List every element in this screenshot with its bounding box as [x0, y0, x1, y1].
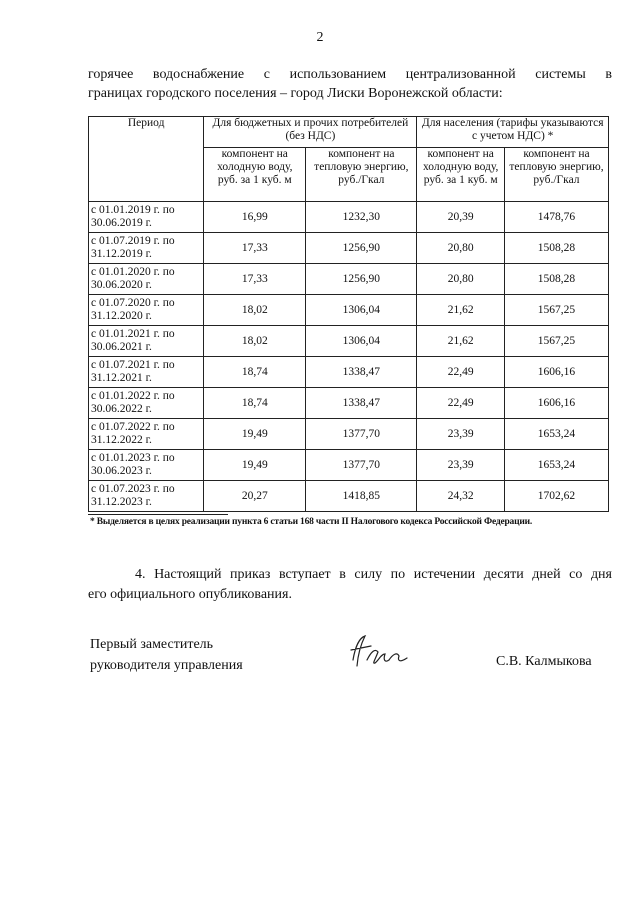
budget-cold-water-value: 19,49	[204, 450, 306, 481]
period-cell	[89, 326, 204, 357]
budget-thermal-value: 1232,30	[306, 202, 417, 233]
population-thermal-value: 1702,62	[504, 481, 608, 512]
population-thermal-value: 1478,76	[504, 202, 608, 233]
period-end: 30.06.2021 г.	[91, 341, 152, 353]
tariff-table-body	[89, 202, 609, 512]
budget-cold-water-value: 20,27	[204, 481, 306, 512]
budget-cold-water-value: 18,02	[204, 295, 306, 326]
period-start: с 01.07.2021 г. по	[91, 359, 175, 371]
period-end: 31.12.2023 г.	[91, 496, 152, 508]
period-cell	[89, 202, 204, 233]
page-number: 2	[316, 30, 324, 45]
budget-thermal-value: 1418,85	[306, 481, 417, 512]
period-start: с 01.07.2019 г. по	[91, 235, 175, 247]
table-row	[89, 233, 609, 264]
table-row	[89, 326, 609, 357]
period-cell	[89, 481, 204, 512]
table-row	[89, 264, 609, 295]
intro-paragraph	[88, 65, 612, 103]
tariff-table	[88, 116, 609, 512]
period-end: 30.06.2022 г.	[91, 403, 152, 415]
header-budget-cold-water: компонент на холодную воду, руб. за 1 куб. м	[204, 148, 306, 202]
footnote-divider	[88, 514, 228, 515]
population-cold-water-value: 20,39	[417, 202, 505, 233]
population-thermal-value: 1606,16	[504, 388, 608, 419]
population-cold-water-value: 22,49	[417, 357, 505, 388]
period-start: с 01.07.2022 г. по	[91, 421, 175, 433]
table-row	[89, 357, 609, 388]
population-cold-water-value: 22,49	[417, 388, 505, 419]
intro-line-2: границах городского поселения – город Лиски Воронежской области:	[88, 86, 503, 101]
budget-thermal-value: 1377,70	[306, 419, 417, 450]
population-thermal-value: 1653,24	[504, 419, 608, 450]
period-cell	[89, 295, 204, 326]
clause-line-1: 4. Настоящий приказ вступает в силу по истечении десяти дней со дня	[135, 567, 612, 582]
population-cold-water-value: 20,80	[417, 233, 505, 264]
period-cell	[89, 388, 204, 419]
budget-thermal-value: 1338,47	[306, 357, 417, 388]
population-cold-water-value: 20,80	[417, 264, 505, 295]
signer-name: С.В. Калмыкова	[496, 654, 592, 669]
budget-thermal-value: 1256,90	[306, 233, 417, 264]
population-thermal-value: 1567,25	[504, 326, 608, 357]
budget-thermal-value: 1377,70	[306, 450, 417, 481]
period-cell	[89, 264, 204, 295]
table-row	[89, 295, 609, 326]
period-start: с 01.01.2023 г. по	[91, 452, 175, 464]
budget-thermal-value: 1306,04	[306, 295, 417, 326]
budget-thermal-value: 1338,47	[306, 388, 417, 419]
intro-line-1: горячее водоснабжение с использованием централизованной системы в	[88, 67, 612, 82]
population-cold-water-value: 21,62	[417, 326, 505, 357]
header-budget-group: Для бюджетных и прочих потребителей (без НДС)	[204, 117, 417, 148]
period-end: 31.12.2019 г.	[91, 248, 152, 260]
clause-line-2: его официального опубликования.	[88, 587, 292, 602]
budget-cold-water-value: 18,74	[204, 357, 306, 388]
signer-title	[90, 634, 243, 676]
budget-thermal-value: 1306,04	[306, 326, 417, 357]
budget-cold-water-value: 17,33	[204, 233, 306, 264]
table-row	[89, 481, 609, 512]
budget-cold-water-value: 17,33	[204, 264, 306, 295]
budget-cold-water-value: 18,02	[204, 326, 306, 357]
period-end: 30.06.2020 г.	[91, 279, 152, 291]
population-cold-water-value: 23,39	[417, 450, 505, 481]
population-thermal-value: 1567,25	[504, 295, 608, 326]
handwritten-signature	[345, 630, 415, 675]
header-population-thermal: компонент на тепловую энергию, руб./Гкал	[504, 148, 608, 202]
population-cold-water-value: 21,62	[417, 295, 505, 326]
period-end: 30.06.2019 г.	[91, 217, 152, 229]
header-population-group: Для населения (тарифы указываются с учетом НДС) *	[417, 117, 609, 148]
footnote: * Выделяется в целях реализации пункта 6 статьи 168 части II Налогового кодекса Российской Федерации.	[90, 517, 533, 527]
period-end: 31.12.2020 г.	[91, 310, 152, 322]
period-end: 31.12.2021 г.	[91, 372, 152, 384]
period-start: с 01.07.2023 г. по	[91, 483, 175, 495]
table-row	[89, 388, 609, 419]
period-cell	[89, 419, 204, 450]
signer-title-line-2: руководителя управления	[90, 658, 243, 673]
table-row	[89, 419, 609, 450]
population-thermal-value: 1508,28	[504, 264, 608, 295]
table-row	[89, 202, 609, 233]
budget-cold-water-value: 18,74	[204, 388, 306, 419]
header-budget-thermal: компонент на тепловую энергию, руб./Гкал	[306, 148, 417, 202]
header-period: Период	[89, 117, 204, 202]
period-start: с 01.01.2019 г. по	[91, 204, 175, 216]
budget-cold-water-value: 19,49	[204, 419, 306, 450]
period-start: с 01.01.2022 г. по	[91, 390, 175, 402]
table-row	[89, 450, 609, 481]
period-cell	[89, 357, 204, 388]
header-population-cold-water: компонент на холодную воду, руб. за 1 куб. м	[417, 148, 505, 202]
population-cold-water-value: 24,32	[417, 481, 505, 512]
clause-4	[88, 565, 612, 605]
population-thermal-value: 1606,16	[504, 357, 608, 388]
period-start: с 01.07.2020 г. по	[91, 297, 175, 309]
period-start: с 01.01.2021 г. по	[91, 328, 175, 340]
population-thermal-value: 1508,28	[504, 233, 608, 264]
population-thermal-value: 1653,24	[504, 450, 608, 481]
period-cell	[89, 233, 204, 264]
period-end: 30.06.2023 г.	[91, 465, 152, 477]
period-end: 31.12.2022 г.	[91, 434, 152, 446]
population-cold-water-value: 23,39	[417, 419, 505, 450]
budget-cold-water-value: 16,99	[204, 202, 306, 233]
period-start: с 01.01.2020 г. по	[91, 266, 175, 278]
signer-title-line-1: Первый заместитель	[90, 637, 214, 652]
budget-thermal-value: 1256,90	[306, 264, 417, 295]
period-cell	[89, 450, 204, 481]
